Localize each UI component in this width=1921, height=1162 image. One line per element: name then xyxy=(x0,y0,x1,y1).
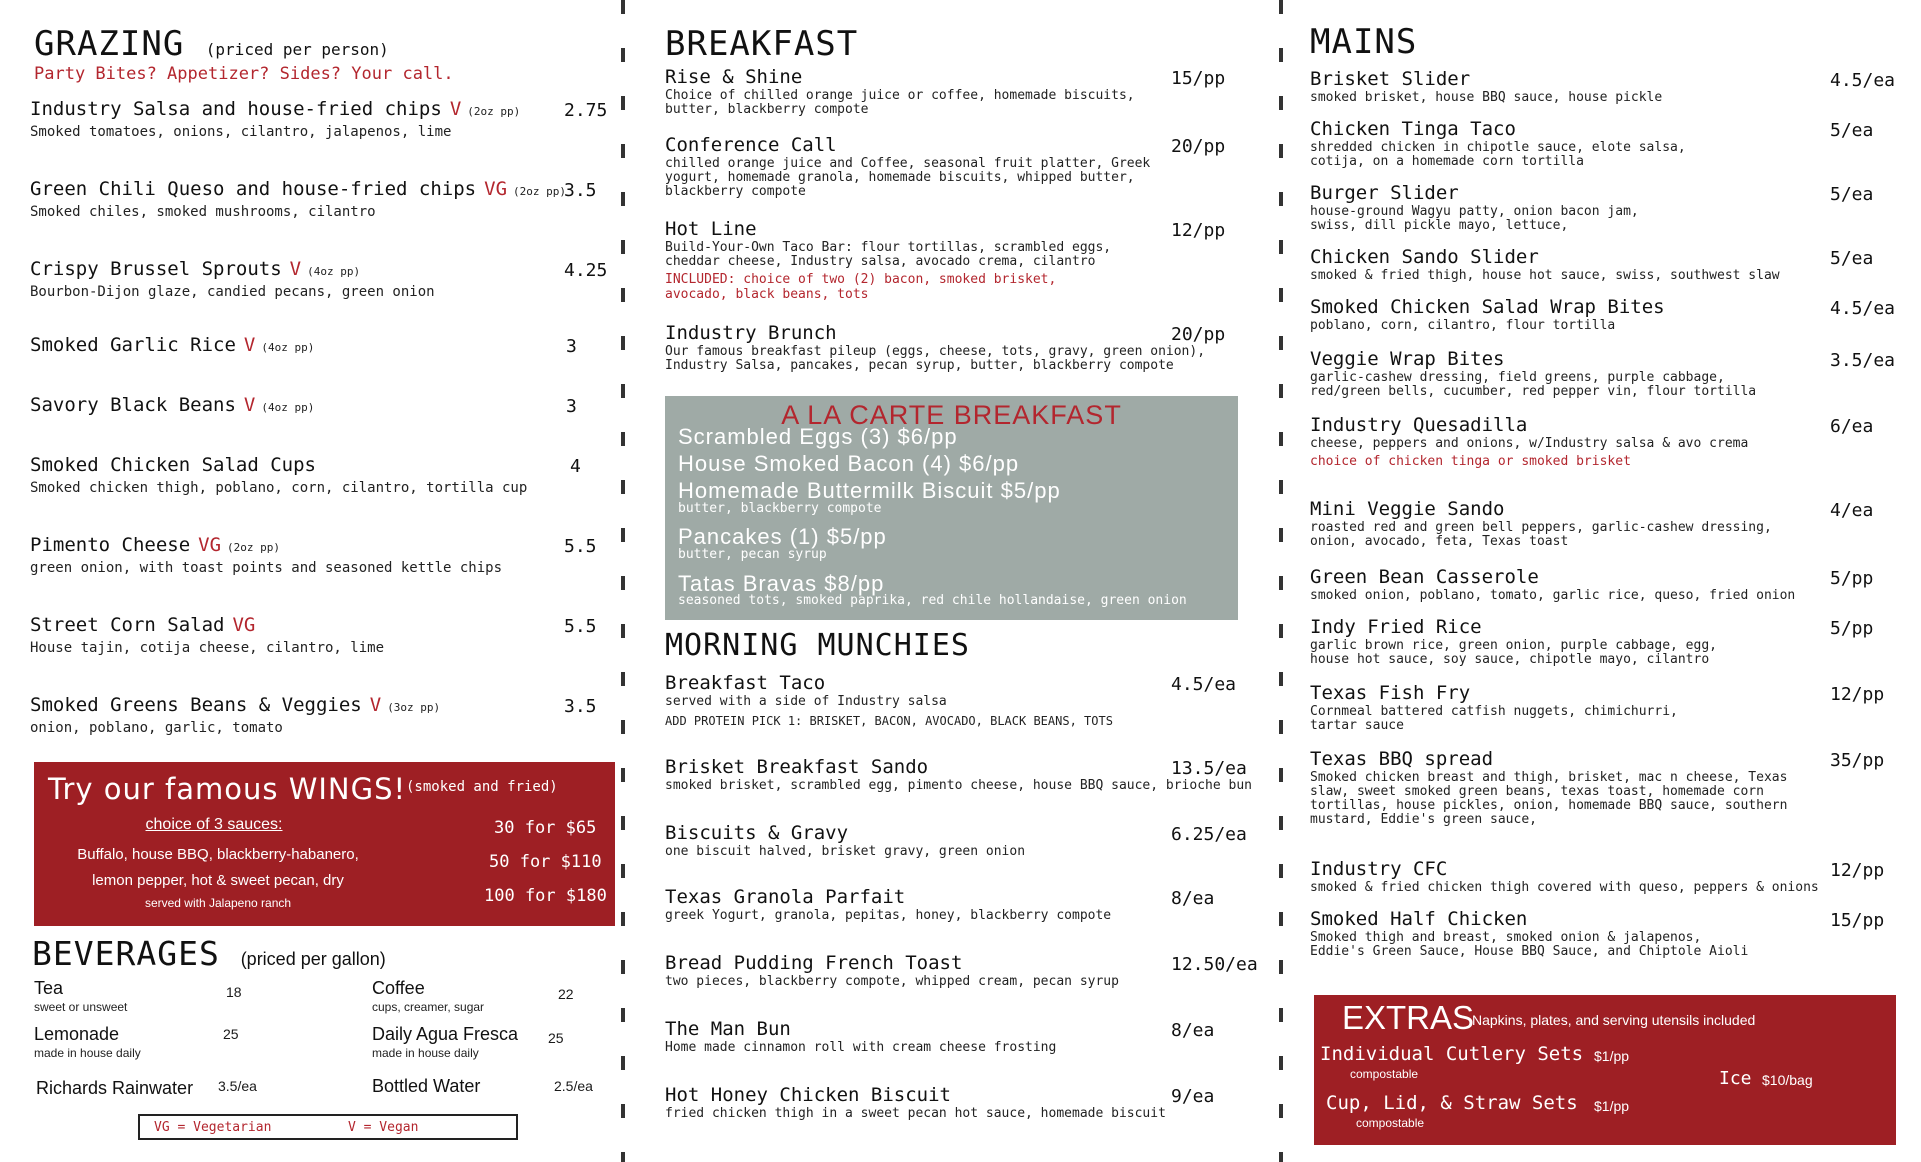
extras-item-price: $10/bag xyxy=(1762,1072,1813,1088)
item-description: Smoked tomatoes, onions, cilantro, jalapenos, lime xyxy=(30,124,452,140)
beverage-name: Bottled Water xyxy=(372,1076,481,1096)
item-name: Texas Granola Parfait xyxy=(665,886,906,908)
item-price: 4.5/ea xyxy=(1830,298,1896,319)
item-description: Our famous breakfast pileup (eggs, cheese, tots, gravy, green onion), Industry Salsa, pancakes, pecan syrup, butter, blackberry compote xyxy=(665,344,1206,373)
alacarte-item-name: Homemade Buttermilk Biscuit $5/pp xyxy=(678,478,1061,503)
portion-size: (2oz pp) xyxy=(227,541,281,554)
item-name-line xyxy=(30,178,566,200)
item-name: Veggie Wrap Bites xyxy=(1310,348,1505,370)
item-price: 3.5 xyxy=(564,696,597,717)
beverage-price: 18 xyxy=(226,984,242,1000)
item-name: Brisket Breakfast Sando xyxy=(665,756,929,778)
wings-note: (smoked and fried) xyxy=(406,779,558,795)
item-name: Smoked Chicken Salad Cups xyxy=(30,454,316,476)
item-name: Industry Quesadilla xyxy=(1310,414,1528,436)
item-price: 12/pp xyxy=(1830,860,1885,881)
item-price: 12.50/ea xyxy=(1171,954,1258,975)
item-name: Chicken Tinga Taco xyxy=(1310,118,1516,140)
beverages-title: BEVERAGES xyxy=(32,934,220,973)
item-name: Burger Slider xyxy=(1310,182,1459,204)
item-name: Hot Line xyxy=(665,218,757,240)
munchies-item xyxy=(665,886,1111,923)
alacarte-item-desc: butter, pecan syrup xyxy=(678,547,827,562)
item-price: 3 xyxy=(566,336,577,357)
mains-item xyxy=(1310,908,1748,959)
item-price: 3 xyxy=(566,396,577,417)
mains-item xyxy=(1310,118,1686,169)
legend-vegetarian: VG = Vegetarian xyxy=(154,1120,272,1135)
item-price: 5/pp xyxy=(1830,568,1874,589)
mains-item xyxy=(1310,68,1662,105)
item-description: house-ground Wagyu patty, onion bacon jam, swiss, dill pickle mayo, lettuce, xyxy=(1310,204,1639,233)
beverage-desc: made in house daily xyxy=(372,1046,479,1060)
diet-tag: VG xyxy=(198,534,222,556)
item-name-line xyxy=(1310,748,1787,770)
wings-option: 30 for $65 xyxy=(494,818,597,838)
breakfast-item xyxy=(665,322,1205,373)
item-description: smoked onion, poblano, tomato, garlic rice, queso, fried onion xyxy=(1310,588,1796,603)
diet-tag: V xyxy=(449,98,462,120)
grazing-item xyxy=(30,394,314,416)
item-name-line xyxy=(665,952,1119,974)
item-price: 8/ea xyxy=(1171,1020,1215,1041)
item-price: 2.75 xyxy=(564,100,608,121)
item-name-line xyxy=(665,322,1205,344)
portion-size: (2oz pp) xyxy=(467,105,521,118)
item-extra: ADD PROTEIN PICK 1: BRISKET, BACON, AVOCADO, BLACK BEANS, TOTS xyxy=(665,714,1113,728)
beverage-name: Tea xyxy=(34,978,64,998)
diet-legend xyxy=(138,1114,518,1140)
item-description: garlic-cashew dressing, field greens, purple cabbage, red/green bells, cucumber, red pepper vin, flour tortilla xyxy=(1310,370,1757,399)
item-description: shredded chicken in chipotle sauce, elote salsa, cotija, on a homemade corn tortilla xyxy=(1310,140,1686,169)
wings-box xyxy=(34,762,615,926)
item-name-line xyxy=(665,756,1252,778)
item-included: INCLUDED: choice of two (2) bacon, smoked brisket, avocado, black beans, tots xyxy=(665,272,1057,302)
item-name: Hot Honey Chicken Biscuit xyxy=(665,1084,951,1106)
item-name-line xyxy=(30,454,527,476)
grazing-title: GRAZING xyxy=(34,24,185,64)
column-divider xyxy=(621,0,625,1162)
item-name-line xyxy=(30,614,384,636)
wings-option: 50 for $110 xyxy=(489,852,602,872)
mains-item xyxy=(1310,566,1795,603)
diet-tag: V xyxy=(369,694,382,716)
munchies-item xyxy=(665,952,1119,989)
item-name: Industry CFC xyxy=(1310,858,1448,880)
item-price: 35/pp xyxy=(1830,750,1885,771)
item-price: 15/pp xyxy=(1830,910,1885,931)
item-price: 5/ea xyxy=(1830,184,1874,205)
mains-column xyxy=(1310,0,1910,1162)
item-name-line xyxy=(665,218,1111,240)
item-description: chilled orange juice and Coffee, seasonal fruit platter, Greek yogurt, homemade granola, homemade biscuits, whipped butter, blackberry compote xyxy=(665,156,1151,199)
item-price: 5/ea xyxy=(1830,120,1874,141)
item-name: Rise & Shine xyxy=(665,66,803,88)
item-description: House tajin, cotija cheese, cilantro, lime xyxy=(30,640,385,656)
extras-item-name: Individual Cutlery Sets xyxy=(1320,1043,1584,1065)
item-description: smoked & fried chicken thigh covered with queso, peppers & onions xyxy=(1310,880,1819,895)
item-name: Mini Veggie Sando xyxy=(1310,498,1505,520)
extras-item-sub: compostable xyxy=(1350,1067,1419,1081)
item-name-line xyxy=(665,886,1111,908)
item-name: Texas Fish Fry xyxy=(1310,682,1471,704)
item-name-line xyxy=(1310,616,1717,638)
item-price: 4 xyxy=(570,456,581,477)
beverage-name: Richards Rainwater xyxy=(36,1078,194,1098)
item-name-line xyxy=(1310,182,1639,204)
item-price: 12/pp xyxy=(1171,220,1226,241)
extras-box xyxy=(1314,995,1896,1145)
grazing-item xyxy=(30,614,384,656)
mains-item xyxy=(1310,498,1772,549)
wings-sauces xyxy=(48,842,388,894)
item-name: Street Corn Salad xyxy=(30,614,225,636)
item-name-line xyxy=(30,534,502,556)
beverage-price: 25 xyxy=(548,1030,564,1046)
wings-sauces-line2: lemon pepper, hot & sweet pecan, dry xyxy=(92,872,344,889)
grazing-note: (priced per person) xyxy=(205,40,389,59)
extras-title: EXTRAS xyxy=(1342,999,1475,1036)
item-name: Brisket Slider xyxy=(1310,68,1471,90)
portion-size: (3oz pp) xyxy=(387,701,441,714)
item-price: 6/ea xyxy=(1830,416,1874,437)
diet-tag: V xyxy=(243,394,256,416)
item-description: two pieces, blackberry compote, whipped cream, pecan syrup xyxy=(665,974,1119,989)
item-name-line xyxy=(665,822,1025,844)
item-description: onion, poblano, garlic, tomato xyxy=(30,720,283,736)
item-name-line xyxy=(1310,296,1665,318)
item-price: 6.25/ea xyxy=(1171,824,1247,845)
item-note: choice of chicken tinga or smoked brisket xyxy=(1310,454,1631,469)
diet-tag: VG xyxy=(232,614,256,636)
item-name-line xyxy=(30,694,440,716)
grazing-tagline: Party Bites? Appetizer? Sides? Your call. xyxy=(34,64,454,84)
item-name: Green Chili Queso and house-fried chips xyxy=(30,178,477,200)
mains-item xyxy=(1310,246,1780,283)
alacarte-item-name: Tatas Bravas $8/pp xyxy=(678,571,885,596)
wings-sauces-line1: Buffalo, house BBQ, blackberry-habanero, xyxy=(77,846,359,863)
item-name: Crispy Brussel Sprouts xyxy=(30,258,282,280)
item-price: 20/pp xyxy=(1171,324,1226,345)
item-name: Breakfast Taco xyxy=(665,672,826,694)
grazing-heading xyxy=(34,24,389,64)
item-description: smoked brisket, scrambled egg, pimento cheese, house BBQ sauce, brioche bun xyxy=(665,778,1252,793)
portion-size: (2oz pp) xyxy=(513,185,566,198)
item-price: 5.5 xyxy=(564,616,597,637)
item-description: Bourbon-Dijon glaze, candied pecans, green onion xyxy=(30,284,435,300)
item-name: Smoked Garlic Rice xyxy=(30,334,236,356)
item-name-line xyxy=(1310,498,1772,520)
item-name: Smoked Chicken Salad Wrap Bites xyxy=(1310,296,1665,318)
munchies-item xyxy=(665,1018,1056,1055)
item-name-line xyxy=(665,1018,1056,1040)
alacarte-title: A LA CARTE BREAKFAST xyxy=(781,400,1122,430)
mains-item xyxy=(1310,296,1665,333)
item-name-line xyxy=(30,334,314,356)
item-description: fried chicken thigh in a sweet pecan hot sauce, homemade biscuit xyxy=(665,1106,1166,1121)
munchies-item xyxy=(665,822,1025,859)
extras-item-sub: compostable xyxy=(1356,1116,1425,1130)
item-name-line xyxy=(1310,68,1662,90)
grazing-item xyxy=(30,534,502,576)
item-price: 12/pp xyxy=(1830,684,1885,705)
item-name-line xyxy=(1310,348,1756,370)
grazing-item xyxy=(30,98,520,140)
diet-tag: VG xyxy=(484,178,508,200)
item-name: Pimento Cheese xyxy=(30,534,191,556)
beverages-note: (priced per gallon) xyxy=(240,949,386,969)
item-name: The Man Bun xyxy=(665,1018,791,1040)
item-description: cheese, peppers and onions, w/Industry salsa & avo crema xyxy=(1310,436,1749,451)
wings-ranch: served with Jalapeno ranch xyxy=(144,896,292,910)
item-description: Cornmeal battered catfish nuggets, chimichurri, tartar sauce xyxy=(1310,704,1678,733)
item-description: green onion, with toast points and seasoned kettle chips xyxy=(30,560,503,576)
munchies-item xyxy=(665,672,1113,728)
munchies-item xyxy=(665,1084,1166,1121)
breakfast-title: BREAKFAST xyxy=(665,24,859,64)
item-name-line xyxy=(665,672,1113,694)
portion-size: (4oz pp) xyxy=(261,401,315,414)
item-name: Chicken Sando Slider xyxy=(1310,246,1539,268)
item-name: Texas BBQ spread xyxy=(1310,748,1494,770)
extras-item-name: Ice xyxy=(1719,1068,1752,1089)
item-description: served with a side of Industry salsa xyxy=(665,694,947,709)
item-price: 5.5 xyxy=(564,536,597,557)
item-description: Smoked chicken thigh, poblano, corn, cilantro, tortilla cup xyxy=(30,480,528,496)
item-name-line xyxy=(1310,566,1795,588)
diet-tag: V xyxy=(289,258,302,280)
item-name: Conference Call xyxy=(665,134,837,156)
item-name-line xyxy=(1310,118,1686,140)
breakfast-column xyxy=(665,0,1265,1162)
mains-item xyxy=(1310,616,1717,667)
alacarte-item-name: Scrambled Eggs (3) $6/pp xyxy=(678,424,958,449)
munchies-item xyxy=(665,756,1252,793)
beverage-desc: made in house daily xyxy=(34,1046,141,1060)
item-price: 8/ea xyxy=(1171,888,1215,909)
item-price: 4.5/ea xyxy=(1830,70,1896,91)
beverage-desc: sweet or unsweet xyxy=(34,1000,128,1014)
item-description: Smoked chiles, smoked mushrooms, cilantro xyxy=(30,204,376,220)
beverage-price: 2.5/ea xyxy=(554,1078,593,1094)
wings-option: 100 for $180 xyxy=(484,886,607,906)
wings-sauce-choice: choice of 3 sauces: xyxy=(145,816,283,833)
breakfast-item xyxy=(665,134,1150,199)
mains-title: MAINS xyxy=(1310,22,1418,62)
item-name: Biscuits & Gravy xyxy=(665,822,849,844)
grazing-item xyxy=(30,694,440,736)
item-price: 3.5 xyxy=(564,180,597,201)
extras-note: Napkins, plates, and serving utensils included xyxy=(1472,1012,1756,1028)
item-name: Industry Brunch xyxy=(665,322,837,344)
breakfast-item xyxy=(665,218,1111,302)
item-name-line xyxy=(1310,682,1678,704)
item-name-line xyxy=(30,98,520,120)
beverage-price: 25 xyxy=(223,1026,239,1042)
mains-item xyxy=(1310,748,1787,827)
item-name: Industry Salsa and house-fried chips xyxy=(30,98,442,120)
beverage-name: Daily Agua Fresca xyxy=(372,1024,519,1044)
item-description: poblano, corn, cilantro, flour tortilla xyxy=(1310,318,1616,333)
grazing-item xyxy=(30,258,435,300)
extras-item-price: $1/pp xyxy=(1594,1048,1630,1064)
item-name-line xyxy=(30,258,435,280)
mains-item xyxy=(1310,858,1819,895)
item-description: roasted red and green bell peppers, garlic-cashew dressing, onion, avocado, feta, Texas toast xyxy=(1310,520,1772,549)
item-price: 5/pp xyxy=(1830,618,1874,639)
item-price: 4.5/ea xyxy=(1171,674,1237,695)
beverage-price: 22 xyxy=(558,986,574,1002)
extras-item-price: $1/pp xyxy=(1594,1098,1630,1114)
item-name-line xyxy=(1310,908,1748,930)
item-price: 13.5/ea xyxy=(1171,758,1247,779)
item-name: Bread Pudding French Toast xyxy=(665,952,963,974)
item-name: Savory Black Beans xyxy=(30,394,236,416)
item-price: 5/ea xyxy=(1830,248,1874,269)
item-name-line xyxy=(665,1084,1166,1106)
beverage-name: Coffee xyxy=(372,978,425,998)
item-description: Smoked thigh and breast, smoked onion & jalapenos, Eddie's Green Sauce, House BBQ Sauce, and Chiptole Aioli xyxy=(1310,930,1749,959)
item-description: one biscuit halved, brisket gravy, green onion xyxy=(665,844,1026,859)
mains-item xyxy=(1310,182,1639,233)
item-price: 20/pp xyxy=(1171,136,1226,157)
beverage-price: 3.5/ea xyxy=(218,1078,257,1094)
item-name-line xyxy=(30,394,314,416)
mains-item xyxy=(1310,348,1756,399)
grazing-item xyxy=(30,454,527,496)
alacarte-item-name: Pancakes (1) $5/pp xyxy=(678,524,887,549)
item-name-line xyxy=(665,134,1150,156)
wings-title: Try our famous WINGS! xyxy=(48,772,407,806)
alacarte-item-desc: butter, blackberry compote xyxy=(678,501,882,516)
item-price: 15/pp xyxy=(1171,68,1226,89)
item-description: smoked & fried thigh, house hot sauce, swiss, southwest slaw xyxy=(1310,268,1780,283)
mains-item xyxy=(1310,682,1678,733)
extras-item-name: Cup, Lid, & Straw Sets xyxy=(1326,1092,1578,1114)
item-description: smoked brisket, house BBQ sauce, house pickle xyxy=(1310,90,1663,105)
item-name-line xyxy=(1310,858,1819,880)
item-name-line xyxy=(1310,246,1780,268)
item-description: Build-Your-Own Taco Bar: flour tortillas, scrambled eggs, cheddar cheese, Industry salsa, avocado crema, cilantro xyxy=(665,240,1112,269)
item-description: Home made cinnamon roll with cream cheese frosting xyxy=(665,1040,1057,1055)
item-price: 3.5/ea xyxy=(1830,350,1896,371)
item-price: 9/ea xyxy=(1171,1086,1215,1107)
item-name: Smoked Half Chicken xyxy=(1310,908,1528,930)
beverages-heading xyxy=(32,934,386,973)
breakfast-item xyxy=(665,66,1135,117)
item-price: 4/ea xyxy=(1830,500,1874,521)
diet-tag: V xyxy=(243,334,256,356)
item-description: Choice of chilled orange juice or coffee, homemade biscuits, butter, blackberry compote xyxy=(665,88,1135,117)
alacarte-box xyxy=(665,396,1238,620)
item-name: Smoked Greens Beans & Veggies xyxy=(30,694,362,716)
item-name-line xyxy=(1310,414,1748,436)
item-price: 4.25 xyxy=(564,260,608,281)
portion-size: (4oz pp) xyxy=(261,341,315,354)
grazing-column xyxy=(30,0,620,1162)
item-description: Smoked chicken breast and thigh, brisket, mac n cheese, Texas slaw, sweet smoked green beans, texas toast, homemade corn tortillas, house pickles, onion, homemade BBQ sauce, southern mustard, Eddie's green sauce, xyxy=(1310,770,1788,827)
beverage-name: Lemonade xyxy=(34,1024,120,1044)
item-name-line xyxy=(665,66,1135,88)
item-name: Indy Fried Rice xyxy=(1310,616,1482,638)
legend-vegan: V = Vegan xyxy=(348,1120,419,1135)
alacarte-item-desc: seasoned tots, smoked paprika, red chile hollandaise, green onion xyxy=(678,593,1187,608)
beverage-desc: cups, creamer, sugar xyxy=(372,1000,485,1014)
column-divider xyxy=(1279,0,1283,1162)
mains-item xyxy=(1310,414,1748,469)
alacarte-item-name: House Smoked Bacon (4) $6/pp xyxy=(678,451,1020,476)
item-description: garlic brown rice, green onion, purple cabbage, egg, house hot sauce, soy sauce, chipotle mayo, cilantro xyxy=(1310,638,1717,667)
item-name: Green Bean Casserole xyxy=(1310,566,1539,588)
portion-size: (4oz pp) xyxy=(307,265,361,278)
grazing-item xyxy=(30,178,566,220)
item-description: greek Yogurt, granola, pepitas, honey, blackberry compote xyxy=(665,908,1112,923)
munchies-title: MORNING MUNCHIES xyxy=(665,628,970,663)
grazing-item xyxy=(30,334,314,356)
